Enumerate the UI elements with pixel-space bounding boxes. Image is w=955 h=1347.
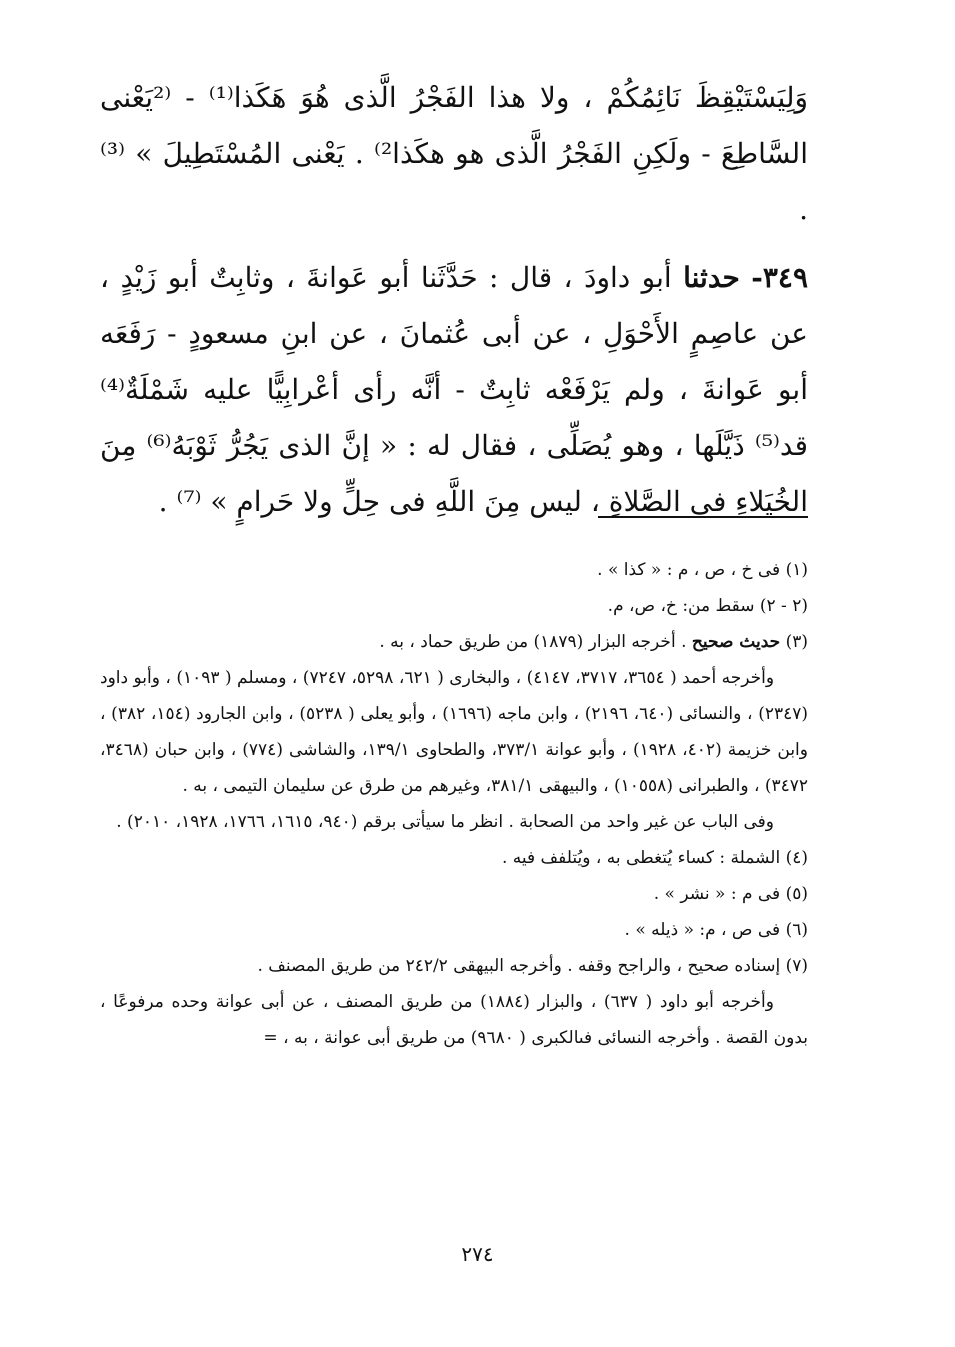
footnote-3: (٣) حديث صحيح . أخرجه البزار (١٨٧٩) من طريق حماد ، به . — [379, 632, 808, 652]
hadith-paragraph — [100, 250, 808, 530]
footnote-6: (٦) فى ص ، م: « ذيله » . — [624, 920, 808, 940]
hadith-label: حدثنا — [683, 261, 740, 294]
page-number: ٢٧٤ — [461, 1242, 494, 1266]
footnote-7: (٧) إسناده صحيح ، والراجح وقفه . وأخرجه البيهقى ٢٤٢/٢ من طريق المصنف . — [257, 956, 808, 976]
hadith-text: أبو داودَ ، قال : حَدَّثَنا أبو عَوانةَ ، وثابِتٌ أبو زَيْدٍ ، عن عاصِمٍ الأَحْوَلِ ، عن أبى عُثمانَ ، عن ابنِ مسعودٍ - رَفَعَه أبو عَوانةَ ، ولم يَرْفَعْه ثابِتٌ - أنَّه رأى أعْرابِيًّا عليه شَمْلَةٌ⁽⁴⁾ قد⁽⁵⁾ ذَيَّلَها ، وهو يُصَلِّى ، فقال له : « إنَّ الذى يَجُرُّ ثَوْبَهُ⁽⁶⁾ مِنَ الخُيَلاءِ فى الصَّلاةِ ، ليس مِنَ اللَّهِ فى حِلٍّ ولا حَرامٍ » ⁽⁷⁾ . — [100, 261, 808, 518]
footnotes — [100, 552, 808, 1056]
footnote-3-bab: وفى الباب عن غير واحد من الصحابة . انظر ما سيأتى برقم (٩٤٠، ١٦١٥، ١٧٦٦، ١٩٢٨، ٢٠١٠) . — [116, 812, 774, 832]
footnote-4: (٤) الشملة : كساء يُتغطى به ، ويُتلفف فيه . — [501, 848, 808, 868]
footnote-1: (١) فى خ ، ص ، م : « كذا » . — [597, 560, 808, 580]
footnote-2: (٢ - ٢) سقط من: خ، ص، م. — [607, 596, 808, 616]
main-text — [100, 70, 808, 530]
footnote-5: (٥) فى م : « نشر » . — [653, 884, 808, 904]
hadith-number: ٣٤٩- — [751, 261, 808, 294]
footnote-3-grade: حديث صحيح — [691, 632, 781, 652]
footnote-7-sources: وأخرجه أبو داود ( ٦٣٧) ، والبزار (١٨٨٤) من طريق المصنف ، عن أبى عوانة وحده مرفوعًا ، بدون القصة . وأخرجه النسائى فىالكبرى ( ٩٦٨٠) من طريق أبى عوانة ، به ، = — [100, 992, 808, 1048]
footnote-3-sources: وأخرجه أحمد ( ٣٦٥٤، ٣٧١٧، ٤١٤٧) ، والبخارى ( ٦٢١، ٥٢٩٨، ٧٢٤٧) ، ومسلم ( ١٠٩٣) ، وأبو داود (٢٣٤٧) ، والنسائى (٦٤٠، ٢١٩٦) ، وابن ماجه (١٦٩٦) ، وأبو يعلى ( ٥٢٣٨) ، وابن الجارود (١٥٤، ٣٨٢) ، وابن خزيمة (٤٠٢، ١٩٢٨) ، وأبو عوانة ٣٧٣/١، والطحاوى ١٣٩/١، والشاشى (٧٧٤) ، وابن حبان (٣٤٦٨، ٣٤٧٢) ، والطبرانى (١٠٥٥٨) ، والبيهقى ٣٨١/١، وغيرهم من طرق عن سليمان التيمى ، به . — [100, 668, 809, 796]
continuation-paragraph: وَلِيَسْتَيْقِظَ نَائِمُكُمْ ، ولا هذا الفَجْرُ الَّذى هُوَ هَكَذا⁽¹⁾ - ⁽²يَعْنى السَّاطِعَ - ولَكِنِ الفَجْرُ الَّذى هو هكَذا²⁾ . يَعْنى المُسْتَطِيلَ » ⁽³⁾ . — [100, 81, 809, 226]
footnote-separator — [598, 516, 808, 518]
